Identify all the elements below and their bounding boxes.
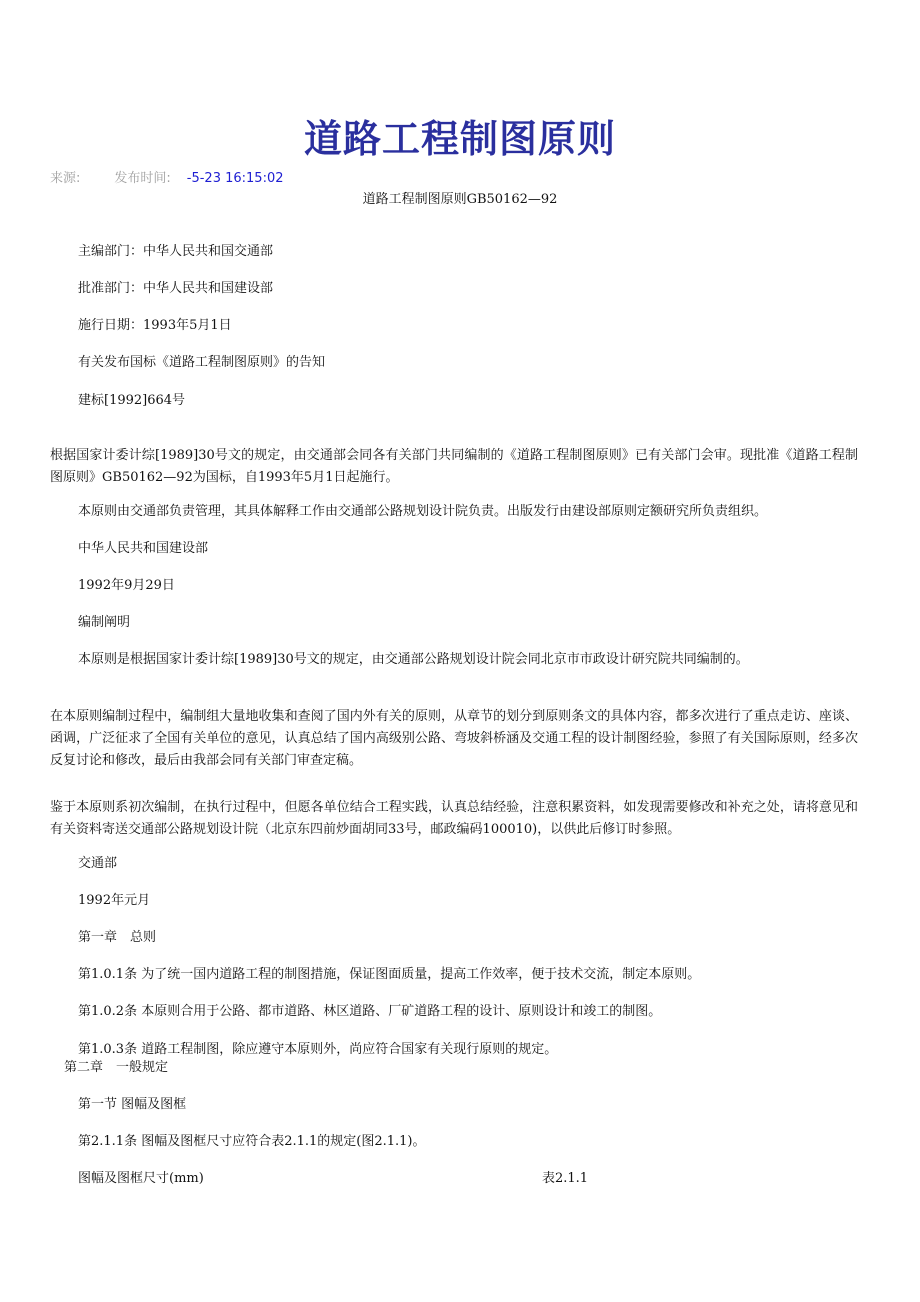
notice-title: 有关发布国标《道路工程制图原则》的告知: [78, 355, 326, 370]
signature-date: 1992年元月: [78, 893, 151, 908]
table-caption: 图幅及图框尺寸(mm): [78, 1171, 204, 1186]
chapter-1-heading: 第一章 总则: [78, 930, 157, 945]
publish-meta: [50, 167, 284, 186]
effective-date-line: 施行日期：1993年5月1日: [78, 318, 232, 333]
feedback-paragraph: 鉴于本原则系初次编制，在执行过程中，但愿各单位结合工程实践，认真总结经验，注意积累资料，如发现需要修改和补充之处，请将意见和有关资料寄送交通部公路规划设计院（北京东四前炒面胡同33号，邮政编码100010)，以供此后修订时参照。: [50, 800, 858, 837]
explanation-title: 编制阐明: [78, 615, 131, 630]
issue-date-line: 1992年9月29日: [78, 578, 175, 593]
issuer-line: 中华人民共和国建设部: [78, 541, 209, 556]
section-1-heading: 第一节 图幅及图框: [78, 1097, 187, 1112]
basis-paragraph: 本原则是根据国家计委计综[1989]30号文的规定，由交通部公路规划设计院会同北京市市政设计研究院共同编制的。: [78, 652, 749, 667]
ministry-signature: 交通部: [78, 856, 118, 871]
chapter-2-heading: 第二章 一般规定: [64, 1060, 169, 1075]
article-1-0-3: 第1.0.3条 道路工程制图，除应遵守本原则外，尚应符合国家有关现行原则的规定。: [78, 1042, 558, 1057]
source-label: 来源:: [50, 171, 81, 186]
table-number: 表2.1.1: [542, 1171, 589, 1186]
management-paragraph: 本原则由交通部负责管理，其具体解释工作由交通部公路规划设计院负责。出版发行由建设部原则定额研究所负责组织。: [78, 504, 768, 519]
document-number: 建标[1992]664号: [78, 393, 186, 408]
publish-time-value: -5-23 16:15:02: [186, 171, 284, 186]
article-1-0-2: 第1.0.2条 本原则合用于公路、都市道路、林区道路、厂矿道路工程的设计、原则设计和竣工的制图。: [78, 1004, 662, 1019]
document-title: 道路工程制图原则: [303, 117, 616, 161]
process-paragraph: 在本原则编制过程中，编制组大量地收集和查阅了国内外有关的原则，从章节的划分到原则条文的具体内容，都多次进行了重点走访、座谈、函调，广泛征求了全国有关单位的意见，认真总结了国内高级别公路、弯坡斜桥涵及交通工程的设计制图经验，参照了有关国际原则，经多次反复讨论和修改，最后由我部会同有关部门审查定稿。: [50, 709, 858, 768]
article-1-0-1: 第1.0.1条 为了统一国内道路工程的制图措施，保证图面质量，提高工作效率，便于技术交流，制定本原则。: [78, 967, 701, 982]
approval-paragraph: 根据国家计委计综[1989]30号文的规定，由交通部会同各有关部门共同编制的《道路工程制图原则》已有关部门会审。现批准《道路工程制图原则》GB50162—92为国标，自1993年5月1日起施行。: [50, 448, 858, 485]
publish-time-label: 发布时间:: [114, 171, 171, 186]
approver-line: 批准部门：中华人民共和国建设部: [78, 281, 274, 296]
standard-subtitle: 道路工程制图原则GB50162—92: [362, 192, 558, 207]
article-2-1-1: 第2.1.1条 图幅及图框尺寸应符合表2.1.1的规定(图2.1.1)。: [78, 1134, 426, 1149]
editor-line: 主编部门：中华人民共和国交通部: [78, 244, 274, 259]
